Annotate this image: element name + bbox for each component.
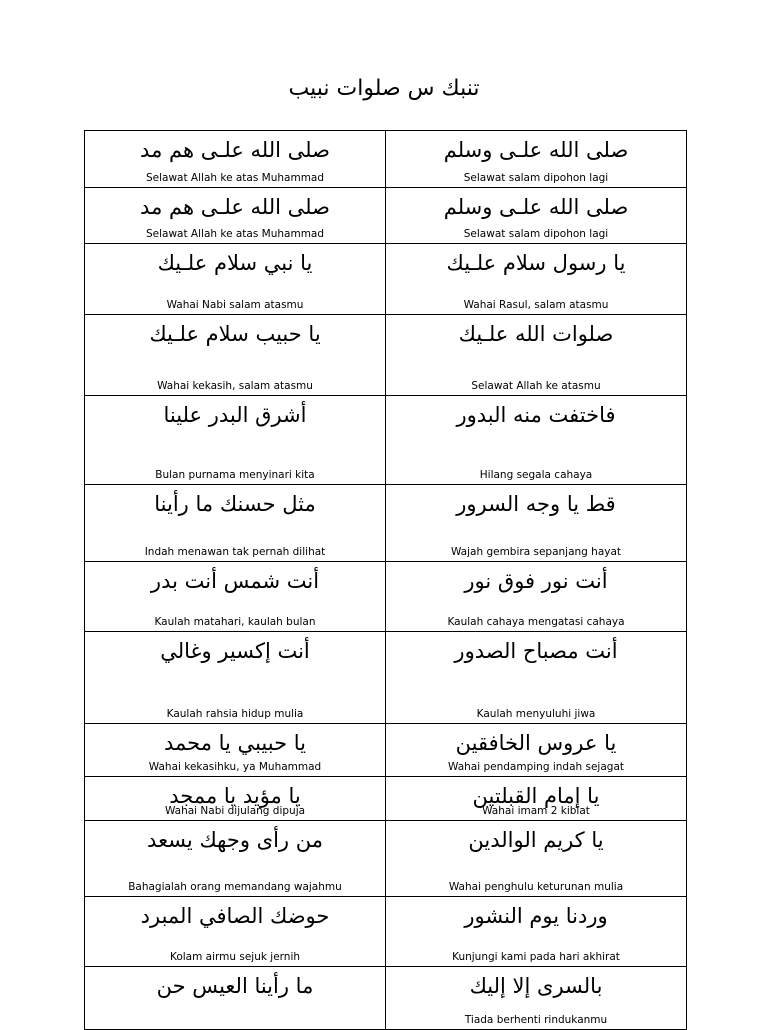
malay-translation: Kaulah cahaya mengatasi cahaya bbox=[447, 616, 625, 628]
verse-cell-right bbox=[386, 777, 687, 821]
arabic-line: صلوات الله علـيك bbox=[458, 322, 614, 346]
arabic-line: يا مؤيد يا ممجد bbox=[169, 784, 301, 808]
verse-cell-left bbox=[85, 396, 386, 485]
verse-cell-right bbox=[386, 131, 687, 188]
malay-translation: Hilang segala cahaya bbox=[479, 469, 593, 481]
malay-translation: Wahai kekasihku, ya Muhammad bbox=[148, 761, 322, 773]
verse-cell-left bbox=[85, 967, 386, 1030]
arabic-line: مثل حسنك ما رأينا bbox=[154, 492, 316, 516]
verse-cell-content bbox=[85, 396, 385, 484]
verse-cell-right bbox=[386, 821, 687, 897]
verse-cell-content bbox=[85, 777, 385, 820]
verse-cell-content bbox=[386, 897, 686, 966]
malay-translation: Selawat Allah ke atas Muhammad bbox=[145, 172, 325, 184]
malay-translation: Kaulah rahsia hidup mulia bbox=[166, 708, 304, 720]
malay-translation: Selawat Allah ke atasmu bbox=[471, 380, 601, 392]
verse-cell-content bbox=[386, 821, 686, 896]
malay-translation: Kunjungi kami pada hari akhirat bbox=[452, 951, 620, 963]
verse-row bbox=[85, 315, 687, 396]
arabic-line: أنت شمس أنت بدر bbox=[150, 569, 320, 593]
verse-cell-left bbox=[85, 562, 386, 632]
verse-cell-right bbox=[386, 562, 687, 632]
verse-cell-content bbox=[386, 632, 686, 723]
arabic-line: يا حبيب سلام علـيك bbox=[149, 322, 321, 346]
verse-cell-content bbox=[85, 724, 385, 776]
verse-cell-right bbox=[386, 396, 687, 485]
document-title: تنبك س صلوات نبيب bbox=[288, 76, 480, 101]
verse-cell-left bbox=[85, 485, 386, 562]
verse-cell-content bbox=[386, 244, 686, 314]
verse-cell-right bbox=[386, 724, 687, 777]
verse-table-body bbox=[85, 131, 687, 1030]
verse-cell-content bbox=[85, 632, 385, 723]
arabic-line: أنت نور فوق نور bbox=[464, 569, 608, 593]
verse-cell-content bbox=[85, 315, 385, 395]
verse-row bbox=[85, 244, 687, 315]
arabic-line: يا حبيبي يا محمد bbox=[164, 731, 306, 755]
verse-cell-content bbox=[85, 244, 385, 314]
verse-cell-right bbox=[386, 632, 687, 724]
verse-cell-right bbox=[386, 485, 687, 562]
verse-row bbox=[85, 897, 687, 967]
arabic-line: ما رأينا العيس حن bbox=[156, 974, 314, 998]
verse-cell-left bbox=[85, 724, 386, 777]
malay-translation: Indah menawan tak pernah dilihat bbox=[144, 546, 326, 558]
arabic-line: أنت إكسير وغالي bbox=[160, 639, 310, 663]
arabic-line: صلى الله علـى هم مد bbox=[140, 195, 330, 219]
malay-translation: Tiada berhenti rindukanmu bbox=[464, 1014, 608, 1026]
arabic-line: صلى الله علـى وسلم bbox=[443, 138, 629, 162]
verse-row bbox=[85, 821, 687, 897]
arabic-line: قط يا وجه السرور bbox=[456, 492, 616, 516]
verse-cell-content bbox=[386, 777, 686, 820]
malay-translation: Wahai Nabi dijulang dipuja bbox=[164, 805, 306, 817]
malay-translation: Wahai Nabi salam atasmu bbox=[166, 299, 304, 311]
malay-translation: Bulan purnama menyinari kita bbox=[155, 469, 315, 481]
verse-cell-content bbox=[386, 188, 686, 243]
verse-cell-left bbox=[85, 188, 386, 244]
verse-cell-content bbox=[85, 188, 385, 243]
verse-table bbox=[84, 130, 687, 1030]
verse-cell-right bbox=[386, 897, 687, 967]
verse-cell-left bbox=[85, 777, 386, 821]
verse-cell-content bbox=[85, 485, 385, 561]
malay-translation: Kolam airmu sejuk jernih bbox=[169, 951, 301, 963]
malay-translation: Selawat salam dipohon lagi bbox=[463, 228, 609, 240]
verse-cell-content bbox=[85, 131, 385, 187]
verse-row bbox=[85, 562, 687, 632]
verse-cell-content bbox=[386, 967, 686, 1029]
verse-row bbox=[85, 724, 687, 777]
malay-translation: Selawat salam dipohon lagi bbox=[463, 172, 609, 184]
arabic-line: يا نبي سلام علـيك bbox=[157, 251, 313, 275]
arabic-line: وردنا يوم النشور bbox=[464, 904, 608, 928]
malay-translation: Wahai pendamping indah sejagat bbox=[448, 761, 624, 773]
verse-row bbox=[85, 485, 687, 562]
verse-row bbox=[85, 777, 687, 821]
malay-translation: Wahai kekasih, salam atasmu bbox=[157, 380, 313, 392]
arabic-line: حوضك الصافي المبرد bbox=[140, 904, 330, 928]
verse-cell-content bbox=[386, 485, 686, 561]
verse-cell-content bbox=[386, 315, 686, 395]
arabic-line: أنت مصباح الصدور bbox=[454, 639, 618, 663]
verse-cell-right bbox=[386, 244, 687, 315]
arabic-line: من رأى وجهك يسعد bbox=[147, 828, 323, 852]
malay-translation: Bahagialah orang memandang wajahmu bbox=[128, 881, 342, 893]
malay-translation: Wahai imam 2 kiblat bbox=[482, 805, 590, 817]
verse-cell-content bbox=[85, 821, 385, 896]
arabic-line: فاختفت منه البدور bbox=[456, 403, 616, 427]
verse-cell-content bbox=[386, 562, 686, 631]
verse-cell-content bbox=[85, 897, 385, 966]
verse-row bbox=[85, 131, 687, 188]
malay-translation: Wahai penghulu keturunan mulia bbox=[448, 881, 624, 893]
arabic-line: يا إمام القبلتين bbox=[472, 784, 600, 808]
malay-translation: Kaulah matahari, kaulah bulan bbox=[154, 616, 316, 628]
verse-row bbox=[85, 632, 687, 724]
arabic-line: بالسرى إلا إليك bbox=[469, 974, 603, 998]
arabic-line: يا عروس الخافقين bbox=[455, 731, 617, 755]
verse-cell-content bbox=[386, 724, 686, 776]
verse-cell-left bbox=[85, 897, 386, 967]
verse-cell-left bbox=[85, 632, 386, 724]
arabic-line: أشرق البدر علينا bbox=[163, 403, 307, 427]
malay-translation: Wajah gembira sepanjang hayat bbox=[450, 546, 622, 558]
verse-cell-right bbox=[386, 188, 687, 244]
arabic-line: يا كريم الوالدين bbox=[468, 828, 604, 852]
verse-cell-content bbox=[85, 562, 385, 631]
arabic-line: صلى الله علـى وسلم bbox=[443, 195, 629, 219]
malay-translation: Selawat Allah ke atas Muhammad bbox=[145, 228, 325, 240]
verse-cell-left bbox=[85, 821, 386, 897]
verse-row bbox=[85, 396, 687, 485]
verse-cell-left bbox=[85, 315, 386, 396]
arabic-line: صلى الله علـى هم مد bbox=[140, 138, 330, 162]
arabic-line: يا رسول سلام علـيك bbox=[446, 251, 626, 275]
verse-cell-content bbox=[386, 396, 686, 484]
verse-row bbox=[85, 188, 687, 244]
verse-row bbox=[85, 967, 687, 1030]
verse-cell-left bbox=[85, 244, 386, 315]
verse-cell-left bbox=[85, 131, 386, 188]
malay-translation: Wahai Rasul, salam atasmu bbox=[463, 299, 609, 311]
verse-cell-right bbox=[386, 315, 687, 396]
verse-cell-right bbox=[386, 967, 687, 1030]
verse-cell-content bbox=[85, 967, 385, 1029]
malay-translation: Kaulah menyuluhi jiwa bbox=[476, 708, 596, 720]
verse-cell-content bbox=[386, 131, 686, 187]
